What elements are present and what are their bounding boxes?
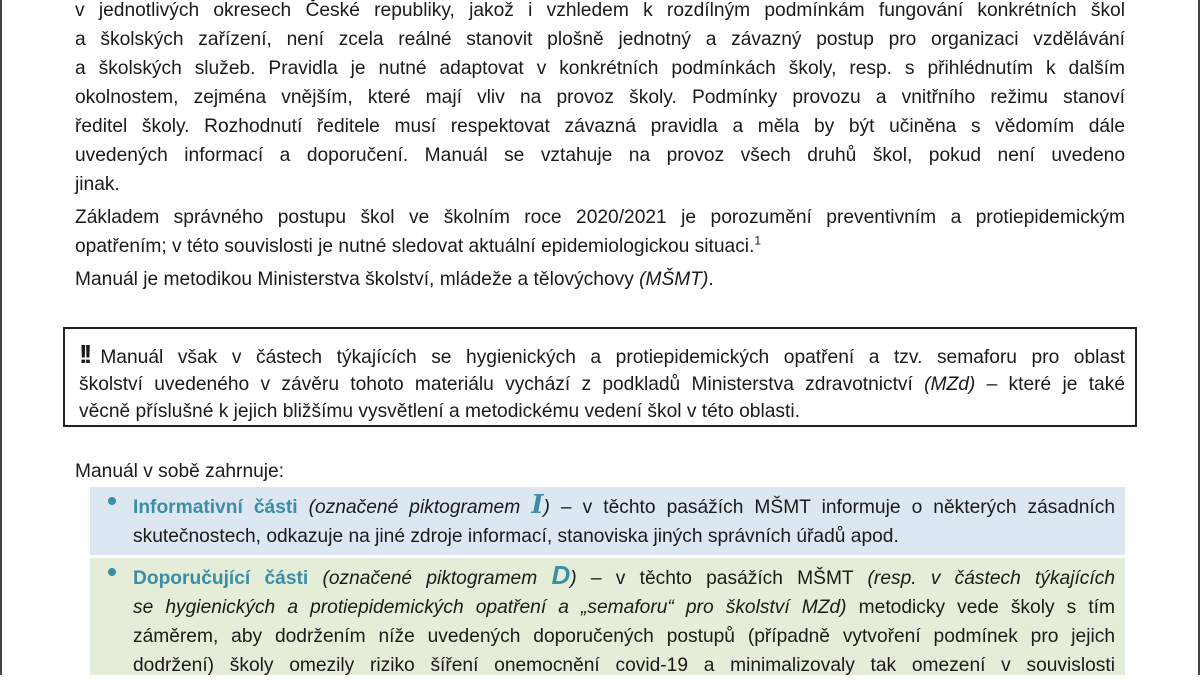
includes-heading-text: Manuál v sobě zahrnuje: (75, 461, 285, 482)
includes-heading (75, 457, 284, 486)
notice-line-3: věcně příslušné k jejich bližšímu vysvětlení a metodickému vedení škol v této oblasti. (79, 401, 800, 422)
methodology-end: . (708, 269, 714, 290)
notice-line-1 (79, 341, 1125, 371)
notice-line-2-b: – které je také (975, 374, 1125, 395)
recommendation-section-item (90, 558, 1125, 675)
rec-line-2 (133, 593, 1115, 622)
rec-term: Doporučující části (133, 568, 309, 589)
rec-line-1-mid: – v těchto pasážích MŠMT (576, 568, 868, 589)
basis-line-2-text: opatřením; v této souvislosti je nutné sledovat aktuální epidemiologickou situaci. (75, 236, 755, 257)
rec-line-1 (133, 560, 1116, 593)
intro-paragraph (75, 0, 1125, 199)
intro-line-1: v jednotlivých okresech České republiky, jakož i vzhledem k rozdílným podmínkám fungování konkrétních škol (75, 0, 1125, 21)
msmt-abbr: (MŠMT) (639, 269, 709, 290)
notice-line-1-text: Manuál však v částech týkajících se hygienických a protiepidemických opatření a tzv. semaforu pro oblast (100, 347, 1125, 368)
methodology-paragraph (75, 265, 1125, 294)
rec-line-2-rest: metodicky vede školy s tím (846, 597, 1115, 618)
basis-paragraph (75, 203, 1125, 261)
mzd-abbr: (MZd) (924, 374, 976, 395)
info-line-2: skutečnostech, odkazuje na jiné zdroje informací, stanoviska jiných správních úřadů apod. (133, 526, 899, 547)
rec-line-1-italic: (resp. v částech týkajících (867, 568, 1116, 589)
info-paren-b: ) (543, 497, 550, 518)
bullet-icon (108, 568, 116, 576)
double-exclamation-icon: !! (79, 339, 89, 369)
info-paren-a: (označené piktogramem (297, 497, 532, 518)
info-item-text (133, 490, 1116, 551)
info-line-1-rest: – v těchto pasážích MŠMT informuje o některých zásadních (549, 497, 1116, 518)
rec-line-2-italic: se hygienických a protiepidemických opatření a „semaforu“ pro školství MZd) (133, 597, 847, 618)
rec-item-text (133, 560, 1116, 680)
rec-line-3: záměrem, aby dodržením níže uvedených doporučených postupů (případně vytvoření podmínek pro jejich (133, 626, 1115, 647)
basis-line-1: Základem správného postupu škol ve školním roce 2020/2021 je porozumění preventivním a protiepidemickým (75, 207, 1125, 228)
info-term: Informativní části (133, 497, 298, 518)
intro-line-7: jinak. (75, 174, 120, 195)
notice-line-2-a: školství uvedeného v závěru tohoto materiálu vychází z podkladů Ministerstva zdravotnictví (79, 374, 925, 395)
methodology-text: Manuál je metodikou Ministerstva školství, mládeže a tělovýchovy (75, 269, 640, 290)
bullet-icon (108, 497, 116, 505)
intro-line-6: uvedených informací a doporučení. Manuál se vztahuje na provoz všech druhů škol, pokud není uvedeno (75, 145, 1125, 166)
info-section-item (90, 487, 1125, 555)
rec-line-4: dodržení) školy omezily riziko šíření onemocnění covid-19 a minimalizovaly tak omezení v souvislosti (133, 655, 1115, 676)
info-pictogram-icon: I (531, 490, 544, 520)
intro-line-3: a školských služeb. Pravidla je nutné adaptovat v konkrétních podmínkách školy, resp. s přihlédnutím k dalším (75, 58, 1125, 79)
rec-pictogram-icon: D (551, 560, 571, 590)
basis-line-2 (75, 232, 1125, 261)
notice-box (63, 327, 1137, 427)
rec-paren-a: (označené piktogramem (308, 568, 552, 589)
intro-line-5: ředitel školy. Rozhodnutí ředitele musí respektovat závazná pravidla a měla by být učiněna s vědomím dále (75, 116, 1125, 137)
notice-line-2 (79, 371, 1125, 398)
methodology-line (75, 265, 1125, 294)
intro-line-4: okolnostem, zejména vnějším, které mají vliv na provoz školy. Podmínky provozu a vnitřního režimu stanoví (75, 87, 1125, 108)
footnote-link[interactable]: 1 (754, 233, 762, 248)
rec-paren-b: ) (570, 568, 577, 589)
info-line-1 (133, 490, 1116, 522)
page-edge-left (0, 0, 2, 675)
intro-line-2: a školských zařízení, není zcela reálné stanovit plošně jednotný a závazný postup pro organizaci vzdělávání (75, 29, 1125, 50)
